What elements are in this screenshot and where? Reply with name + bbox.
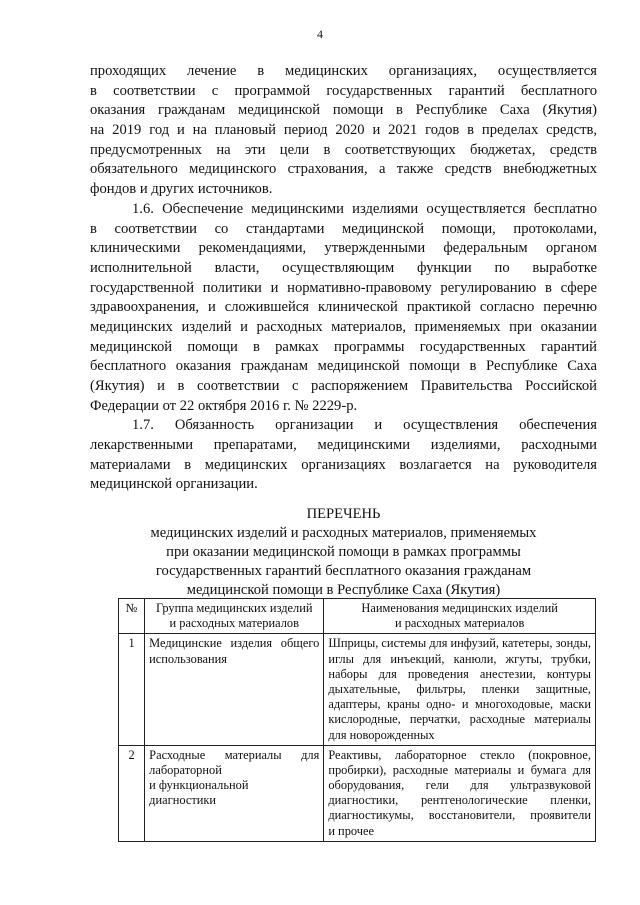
cell-line: диагностики, рентгенологические пленки, (328, 793, 591, 808)
cell-line: и прочее (328, 823, 374, 838)
paragraph-1 (90, 62, 597, 200)
list-title (90, 505, 597, 600)
list-subtitle-line: медицинской помощи в Республике Саха (Якутия) (186, 582, 501, 598)
cell-line: дыхательные, фильтры, пленки защитные, (328, 681, 591, 696)
text-line: медицинских изделий и расходных материалов, применяемых при оказании (90, 318, 597, 335)
text-line: предусмотренных на эти цели в соответствующих бюджетах, средств (90, 141, 597, 158)
list-heading: ПЕРЕЧЕНЬ (306, 506, 381, 522)
row-group (145, 634, 324, 745)
text-line: проходящих лечение в медицинских организациях, осуществляется (90, 63, 597, 79)
text-line: Федерации от 22 октября 2016 г. № 2229-р. (90, 397, 358, 414)
paragraph-2 (90, 200, 597, 417)
paragraph-3 (90, 416, 597, 495)
cell-line: оборудования, гели для ультразвуковой (328, 778, 591, 793)
cell-line: иглы для инъекций, канюли, жгуты, трубки, (328, 651, 591, 666)
text-line: бесплатного оказания гражданам медицинской помощи в Республике Саха (90, 358, 597, 375)
medical-items-table (118, 598, 596, 842)
text-line: клиническими рекомендациями, утвержденными федеральным органом (90, 240, 597, 257)
text-line: обязательного медицинского страхования, а также средств внебюджетных (90, 161, 597, 178)
text-line: исполнительной власти, осуществляющим функции по выработке (90, 259, 597, 276)
text-line: фондов и других источников. (90, 181, 273, 198)
header-num: № (119, 599, 145, 634)
row-names (324, 745, 596, 841)
cell-line: Шприцы, системы для инфузий, катетеры, зонды, (328, 636, 591, 651)
row-num: 2 (119, 745, 145, 841)
cell-line: Реактивы, лабораторное стекло (покровное, (328, 747, 591, 762)
text-line: лекарственными препаратами, медицинскими изделиями, расходными (90, 437, 597, 454)
row-names (324, 634, 596, 745)
list-subtitle-line: государственных гарантий бесплатного оказания гражданам (155, 563, 532, 579)
list-subtitle-line: медицинских изделий и расходных материалов, применяемых (150, 525, 537, 541)
cell-line: диагностикумы, восстановители, проявители (328, 808, 591, 823)
text-line: государственной политики и нормативно-правовому регулированию в сфере (90, 279, 597, 296)
cell-line: лабораторной (149, 762, 222, 777)
cell-line: диагностики (149, 793, 217, 808)
cell-line: и функциональной (149, 778, 249, 793)
row-group (145, 745, 324, 841)
table-header-row (119, 599, 596, 634)
cell-line: кислородные, перчатки, расходные материалы (328, 712, 591, 727)
text-line: (Якутия) и в соответствии с распоряжением Правительства Российской (90, 378, 597, 394)
cell-line: Медицинские изделия общего (149, 636, 320, 651)
text-line: 1.7. Обязанность организации и осуществления обеспечения (132, 417, 597, 434)
header-names (324, 599, 596, 634)
header-group (145, 599, 324, 634)
cell-line: пробирки), расходные материалы и бумага для (328, 762, 591, 777)
cell-line: использования (149, 651, 227, 666)
cell-line: Расходные материалы для (149, 747, 320, 762)
cell-line: для новорожденных (328, 727, 435, 742)
page-number: 4 (317, 27, 323, 41)
header-line: Группа медицинских изделий (156, 601, 313, 615)
text-line: в соответствии с программой государственных гарантий бесплатного (90, 82, 597, 99)
header-line: и расходных материалов (169, 616, 299, 631)
document-body (90, 62, 597, 495)
text-line: оказания гражданам медицинской помощи в Республике Саха (Якутия) (90, 102, 597, 119)
cell-line: наборы для проведения анестезии, контуры (328, 666, 591, 681)
table-row (119, 745, 596, 841)
cell-line: адаптеры, краны одно- и многоходовые, маски (328, 697, 591, 712)
text-line: медицинской организации. (90, 476, 258, 493)
header-line: и расходных материалов (394, 616, 525, 631)
row-num: 1 (119, 634, 145, 745)
text-line: 1.6. Обеспечение медицинскими изделиями осуществляется бесплатно (132, 200, 597, 217)
text-line: на 2019 год и на плановый период 2020 и 2021 годов в пределах средств, (90, 122, 597, 139)
text-line: медицинской помощи в рамках программы государственных гарантий (90, 338, 597, 355)
list-subtitle-line: при оказании медицинской помощи в рамках программы (166, 544, 521, 560)
text-line: материалами в медицинских организациях возлагается на руководителя (90, 456, 597, 473)
table-row (119, 634, 596, 745)
text-line: в соответствии со стандартами медицинской помощи, протоколами, (90, 220, 597, 237)
header-line: Наименования медицинских изделий (361, 601, 558, 615)
text-line: здравоохранения, и сложившейся клинической практикой согласно перечню (90, 299, 597, 316)
